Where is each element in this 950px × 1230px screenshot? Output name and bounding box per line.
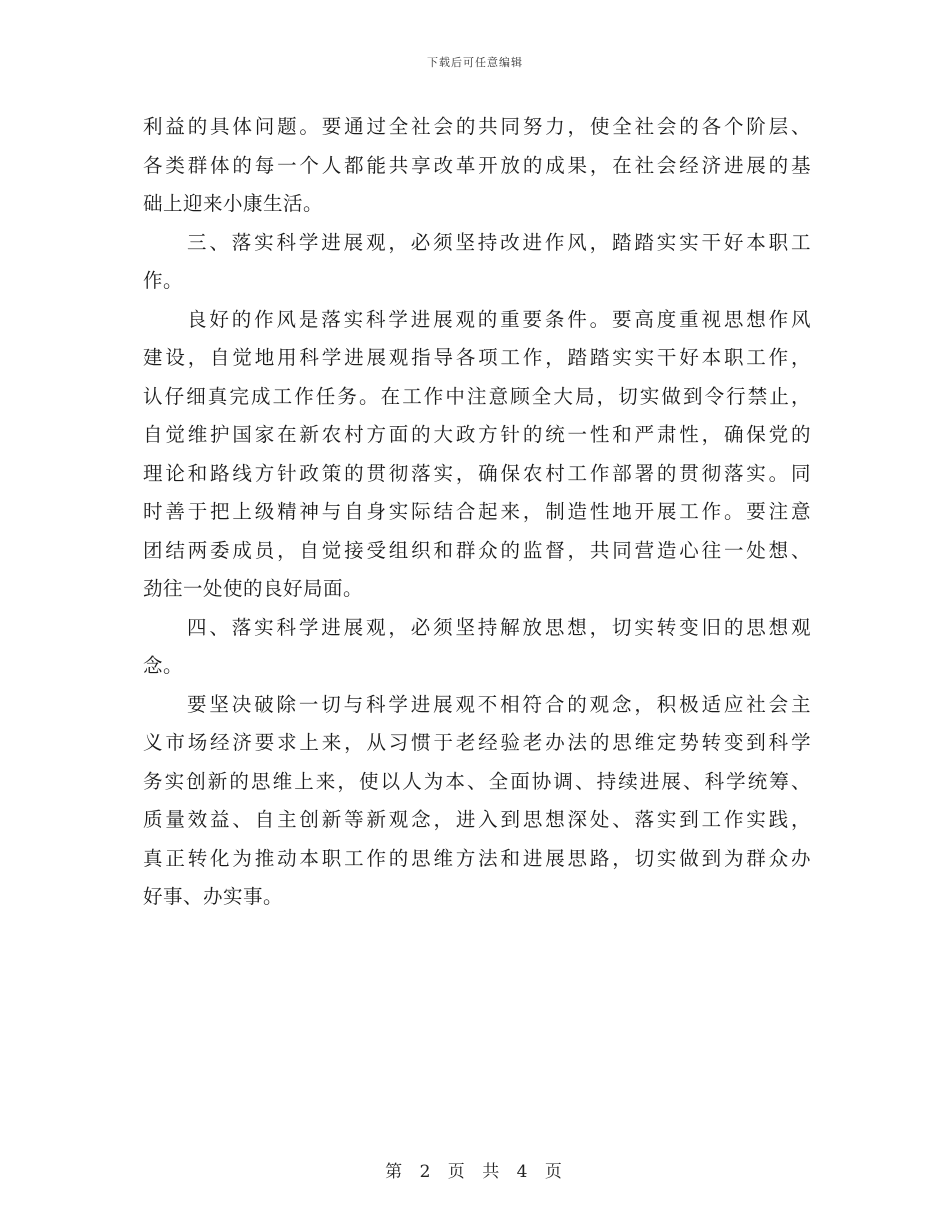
text-line: 各类群体的每一个人都能共享改革开放的成果，在社会经济进展的基 (143, 153, 811, 177)
text-line: 利益的具体问题。要通过全社会的共同努力，使全社会的各个阶层、 (143, 115, 811, 138)
text-line: 础上迎来小康生活。 (143, 192, 324, 215)
section-heading (143, 609, 811, 686)
section-heading (143, 224, 811, 301)
paragraph (143, 301, 811, 609)
text-line: 作。 (143, 269, 184, 292)
paragraph (143, 686, 811, 917)
text-line: 要坚决破除一切与科学进展观不相符合的观念，积极适应社会主 (187, 692, 811, 716)
paragraph (143, 108, 811, 224)
text-line: 认仔细真完成工作任务。在工作中注意顾全大局，切实做到令行禁止， (143, 384, 811, 408)
document-body (143, 108, 811, 917)
text-line: 自觉维护国家在新农村方面的大政方针的统一性和严肃性，确保党的 (143, 423, 811, 446)
text-line: 真正转化为推动本职工作的思维方法和进展思路，切实做到为群众办 (143, 846, 811, 870)
page-number: 第 2 页 共 4 页 (385, 1162, 565, 1182)
text-line: 建设，自觉地用科学进展观指导各项工作，踏踏实实干好本职工作， (143, 346, 811, 369)
text-line: 质量效益、自主创新等新观念，进入到思想深处、落实到工作实践， (143, 808, 811, 831)
text-line: 良好的作风是落实科学进展观的重要条件。要高度重视思想作风 (187, 307, 811, 331)
text-line: 理论和路线方针政策的贯彻落实，确保农村工作部署的贯彻落实。同 (143, 461, 811, 485)
text-line: 三、落实科学进展观，必须坚持改进作风，踏踏实实干好本职工 (187, 230, 811, 254)
text-line: 念。 (143, 654, 184, 677)
page-header: 下载后可任意编辑 (427, 56, 523, 69)
text-line: 义市场经济要求上来，从习惯于老经验老办法的思维定势转变到科学 (143, 731, 811, 754)
text-line: 好事、办实事。 (143, 885, 284, 908)
text-line: 时善于把上级精神与自身实际结合起来，制造性地开展工作。要注意 (143, 500, 811, 523)
text-line: 四、落实科学进展观，必须坚持解放思想，切实转变旧的思想观 (187, 615, 811, 639)
text-line: 劲往一处使的良好局面。 (143, 577, 364, 600)
text-line: 务实创新的思维上来，使以人为本、全面协调、持续进展、科学统筹、 (143, 769, 811, 793)
text-line: 团结两委成员，自觉接受组织和群众的监督，共同营造心往一处想、 (143, 538, 811, 562)
